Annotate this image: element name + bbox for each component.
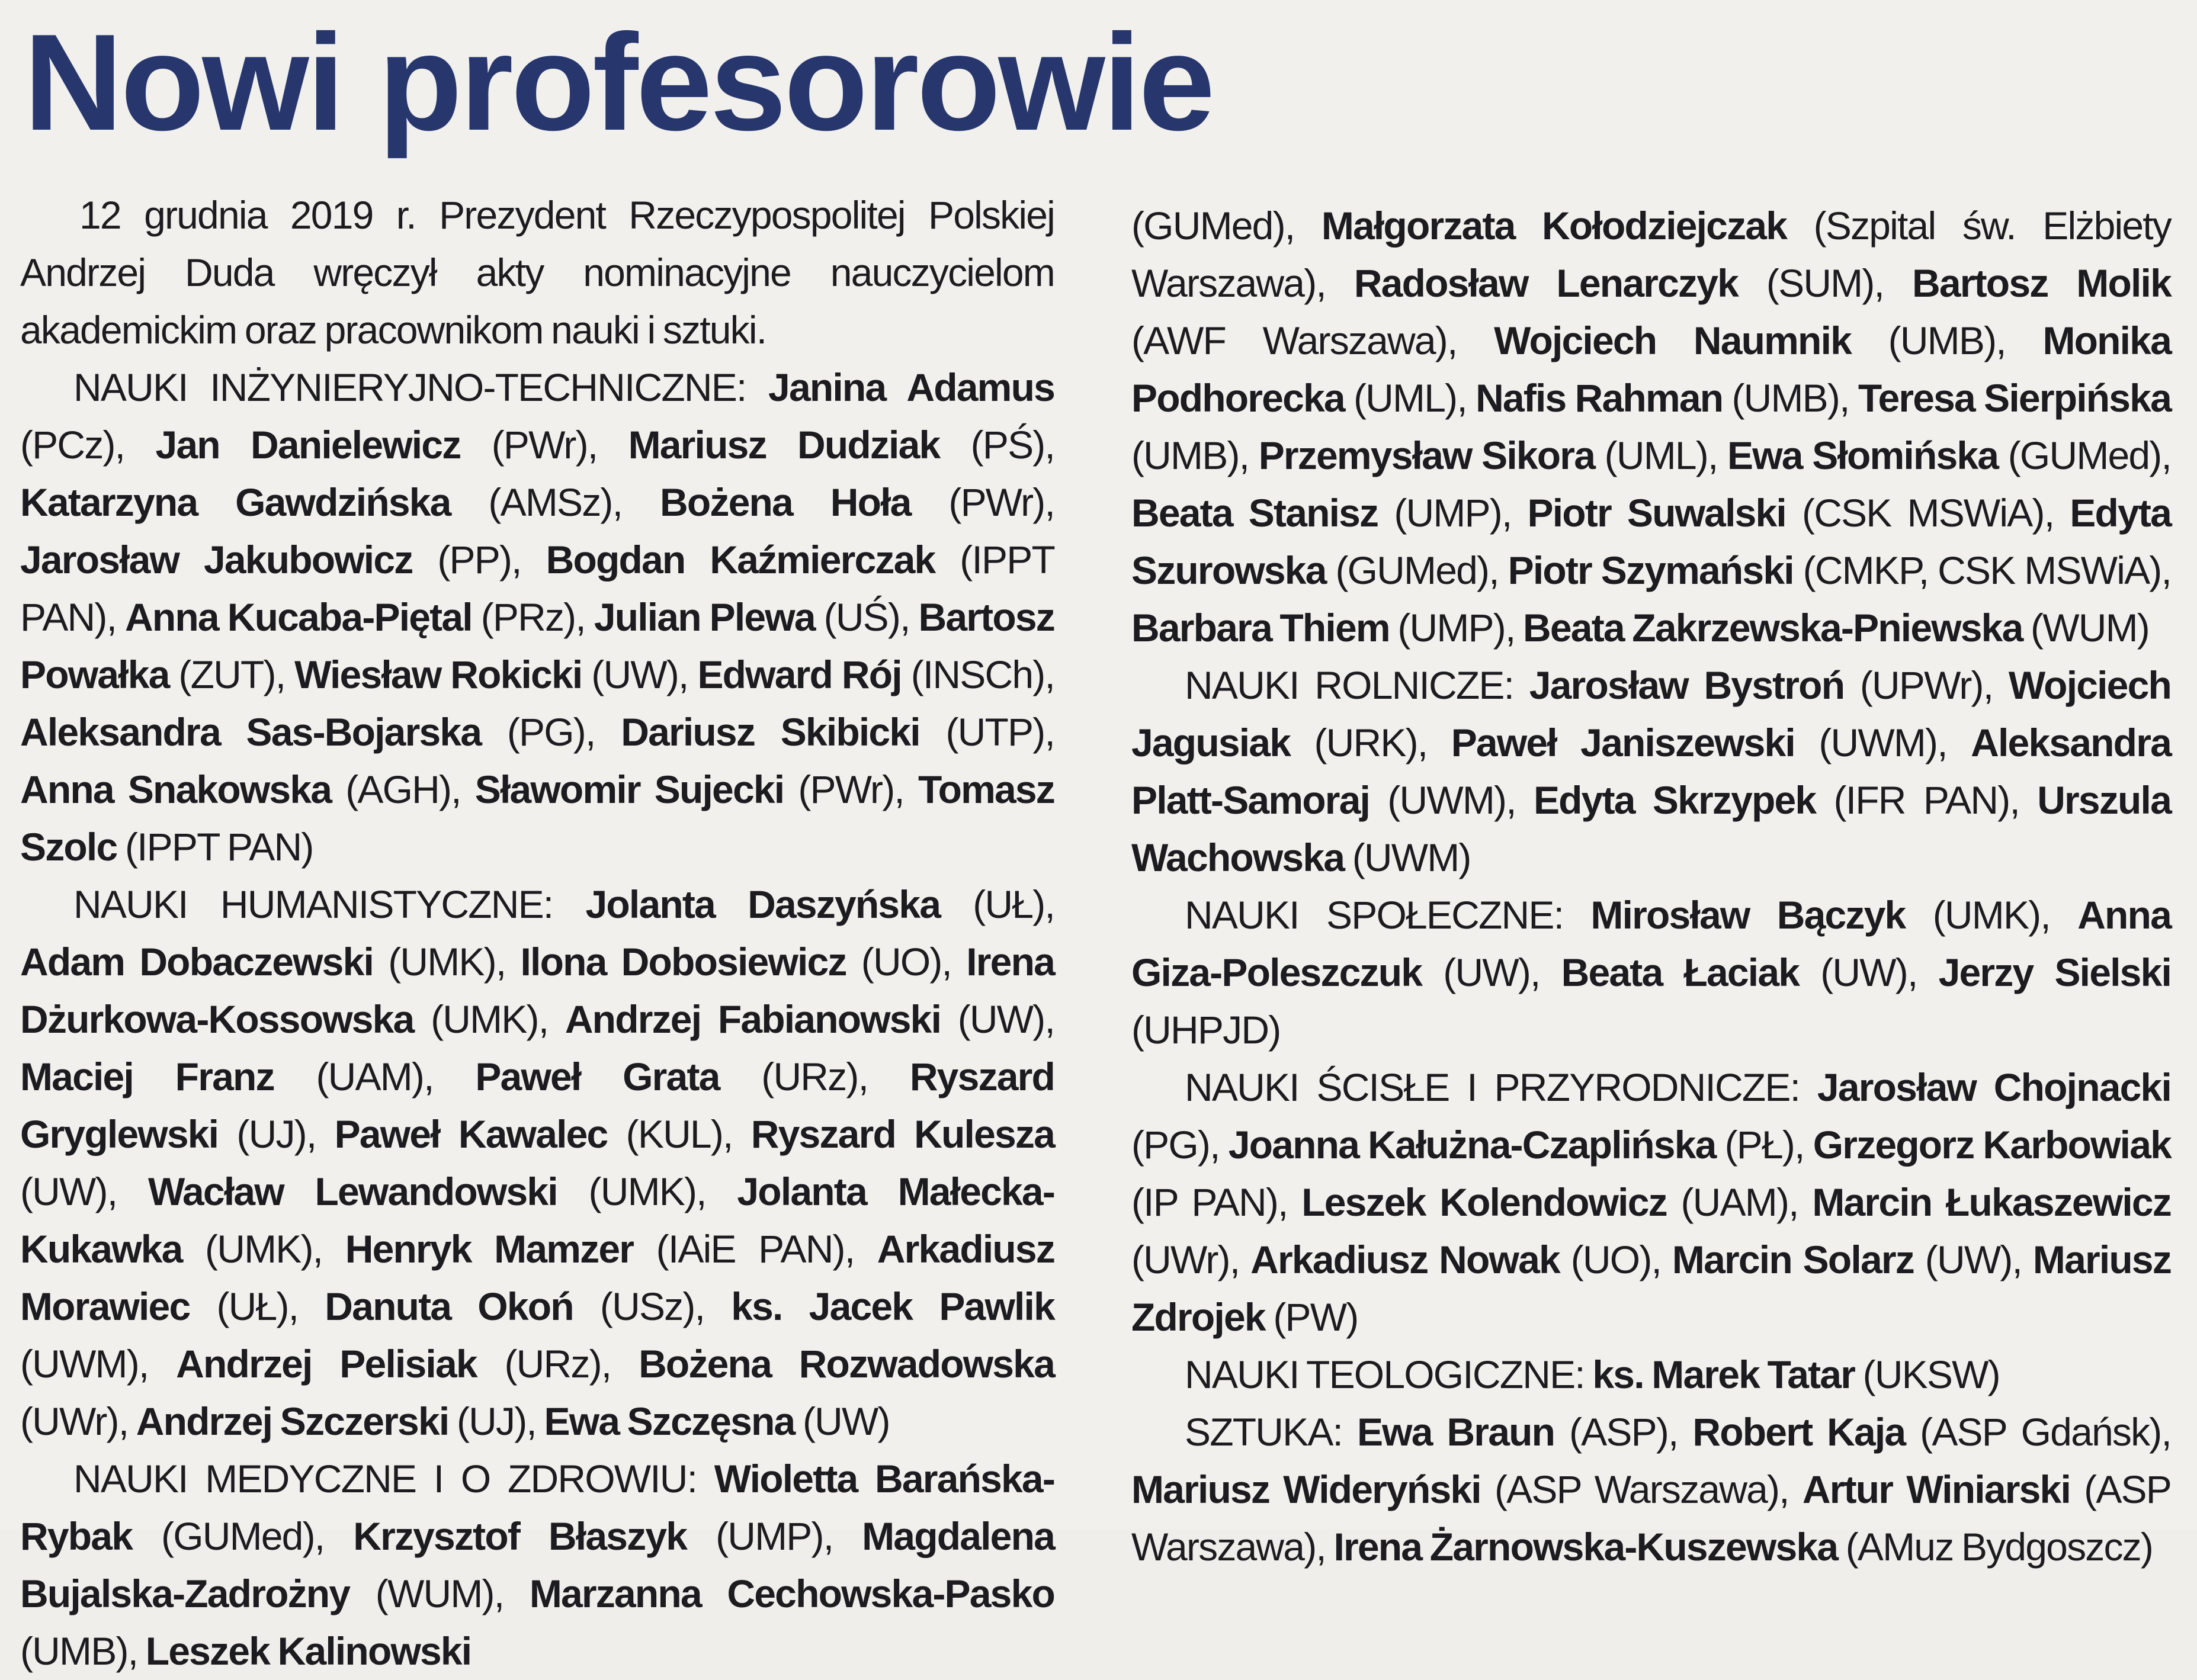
section-medical-continued: (GUMed), Małgorzata Kołodziejczak (Szpital św. Elżbiety Warszawa), Radosław Lenarczyk (SUM), Bartosz Molik (AWF Warszawa), Wojciech Naumnik (UMB), Monika Podhorecka (UML), Nafis Rahman (UMB), Teresa Sierpińska (UMB), Przemysław Sikora (UML), Ewa Słomińska (GUMed), Beata Stanisz (UMP), Piotr Suwalski (CSK MSWiA), Edyta Szurowska (GUMed), Piotr Szymański (CMKP, CSK MSWiA), Barbara Thiem (UMP), Beata Zakrzewska-Pniewska (WUM)	[1131, 204, 2172, 650]
person-institution: (UMK)	[1932, 893, 2041, 937]
person-name: Ewa Słomińska	[1727, 433, 1999, 477]
person-name: Bożena Rozwadowska	[639, 1342, 1054, 1386]
person-institution: (INSCh)	[910, 653, 1045, 696]
person-institution: (UWM)	[1352, 836, 1471, 879]
person-institution: (UWM)	[20, 1342, 139, 1386]
person-name: Ryszard Gryglewski	[20, 1055, 1054, 1156]
person-institution: (UŁ)	[973, 882, 1045, 926]
person-name: Paweł Grata	[475, 1055, 720, 1098]
person-name: Jarosław Bystroń	[1529, 663, 1845, 707]
person-institution: (UW)	[591, 653, 679, 696]
person-name: Irena Dżurkowa-Kossowska	[20, 940, 1054, 1041]
person-institution: (UJ)	[236, 1112, 306, 1156]
person-institution: (UO)	[1570, 1238, 1651, 1281]
person-name: Katarzyna Gawdzińska	[20, 480, 451, 524]
person-institution: (Szpital św. Elżbiety Warszawa)	[1131, 204, 2172, 305]
person-name: Aleksandra Sas-Bojarska	[20, 710, 482, 754]
person-institution: (GUMed)	[161, 1514, 315, 1558]
person-name: Nafis Rahman	[1476, 376, 1723, 420]
person-name: Wojciech Jagusiak	[1131, 663, 2171, 764]
person-name: Jarosław Jakubowicz	[20, 538, 413, 582]
person-name: Magdalena Bujalska-Zadrożny	[20, 1514, 1055, 1615]
person-name: Anna Kucaba-Piętal	[125, 595, 472, 639]
person-institution: (CMKP, CSK MSWiA)	[1802, 548, 2161, 592]
person-name: Wojciech Naumnik	[1494, 319, 1852, 362]
person-name: Piotr Suwalski	[1527, 491, 1786, 535]
person-name: Adam Dobaczewski	[20, 940, 374, 984]
person-institution: (PCz)	[20, 423, 115, 467]
person-institution: (UAM)	[1680, 1180, 1789, 1224]
person-institution: (UKSW)	[1862, 1353, 2000, 1396]
person-institution: (PWr)	[948, 480, 1045, 524]
person-name: Urszula Wachowska	[1131, 778, 2171, 879]
person-name: Andrzej Fabianowski	[565, 997, 941, 1041]
person-institution: (UML)	[1354, 376, 1457, 420]
person-name: Bartosz Powałka	[20, 595, 1054, 696]
person-name: Dariusz Skibicki	[621, 710, 920, 754]
person-name: Paweł Janiszewski	[1451, 721, 1795, 764]
person-name: Aleksandra Platt-Samoraj	[1131, 721, 2171, 822]
person-name: Marcin Solarz	[1672, 1238, 1914, 1281]
person-institution: (PRz)	[480, 595, 576, 639]
person-name: Leszek Kalinowski	[145, 1629, 472, 1673]
person-name: Julian Plewa	[594, 595, 815, 639]
person-institution: (PŁ)	[1724, 1123, 1795, 1167]
person-name: Henryk Mamzer	[345, 1227, 634, 1271]
person-name: Artur Winiarski	[1802, 1467, 2070, 1511]
person-name: Maciej Franz	[20, 1055, 274, 1098]
section-heading: NAUKI MEDYCZNE I O ZDROWIU:	[73, 1457, 697, 1501]
person-name: Mirosław Bączyk	[1590, 893, 1906, 937]
person-institution: (PW)	[1273, 1295, 1358, 1339]
person-name: Andrzej Szczerski	[136, 1399, 449, 1443]
person-name: Wacław Lewandowski	[147, 1170, 557, 1213]
person-institution: (SUM)	[1766, 261, 1874, 305]
person-institution: (UW)	[802, 1399, 890, 1443]
person-name: ks. Marek Tatar	[1592, 1353, 1855, 1396]
person-institution: (UW)	[1925, 1238, 2012, 1281]
person-institution: (ZUT)	[178, 653, 275, 696]
person-name: Arkadiusz Morawiec	[20, 1227, 1055, 1328]
person-institution: (CSK MSWiA)	[1802, 491, 2044, 535]
person-name: Tomasz Szolc	[20, 767, 1054, 869]
person-institution: (UWr)	[20, 1399, 118, 1443]
person-name: Barbara Thiem	[1131, 606, 1390, 650]
person-institution: (ASP Warszawa)	[1131, 1467, 2171, 1569]
section-heading: NAUKI SPOŁECZNE:	[1185, 893, 1564, 937]
person-name: Jerzy Sielski	[1938, 950, 2172, 994]
person-name: Wiesław Rokicki	[294, 653, 582, 696]
person-institution: (UW)	[20, 1170, 107, 1213]
section-engineering: NAUKI INŻYNIERYJNO-TECHNICZNE: Janina Adamus (PCz), Jan Danielewicz (PWr), Mariusz Dudziak (PŚ), Katarzyna Gawdzińska (AMSz), Bożena Hoła (PWr), Jarosław Jakubowicz (PP), Bogdan Kaźmierczak (IPPT PAN), Anna Kucaba-Piętal (PRz), Julian Plewa (UŚ), Bartosz Powałka (ZUT), Wiesław Rokicki (UW), Edward Rój (INSCh), Aleksandra Sas-Bojarska (PG), Dariusz Skibicki (UTP), Anna Snakowska (AGH), Sławomir Sujecki (PWr), Tomasz Szolc (IPPT PAN)	[20, 365, 1055, 869]
person-name: Andrzej Pelisiak	[176, 1342, 477, 1386]
person-institution: (AGH)	[345, 767, 451, 811]
person-institution: (UMK)	[588, 1170, 697, 1213]
person-name: Ewa Braun	[1356, 1410, 1555, 1454]
person-institution: (UMB)	[1888, 319, 1996, 362]
person-institution: (UMB)	[1731, 376, 1840, 420]
person-name: Bartosz Molik	[1911, 261, 2171, 305]
person-institution: (UMB)	[1131, 433, 1239, 477]
left-column	[20, 187, 1054, 1680]
person-name: Janina Adamus	[768, 365, 1054, 409]
person-institution: (IFR PAN)	[1833, 778, 2010, 822]
person-name: Jolanta Małecka-Kukawka	[20, 1170, 1055, 1271]
section-heading: NAUKI INŻYNIERYJNO-TECHNICZNE:	[73, 365, 746, 409]
person-institution: (IP PAN)	[1131, 1180, 1278, 1224]
person-name: Beata Stanisz	[1131, 491, 1378, 535]
person-name: Anna Snakowska	[20, 767, 332, 811]
person-institution: (UWM)	[1818, 721, 1938, 764]
person-institution: (UML)	[1604, 433, 1708, 477]
person-name: Bogdan Kaźmierczak	[546, 538, 935, 582]
person-institution: (UW)	[957, 997, 1045, 1041]
section-sciences: NAUKI ŚCISŁE I PRZYRODNICZE: Jarosław Chojnacki (PG), Joanna Kałużna-Czaplińska (PŁ), Grzegorz Karbowiak (IP PAN), Leszek Kolendowicz (UAM), Marcin Łukaszewicz (UWr), Arkadiusz Nowak (UO), Marcin Solarz (UW), Mariusz Zdrojek (PW)	[1131, 1065, 2172, 1339]
person-name: ks. Jacek Pawlik	[731, 1284, 1054, 1328]
person-name: Jan Danielewicz	[155, 423, 461, 467]
person-institution: (UMK)	[205, 1227, 313, 1271]
person-name: Beata Zakrzewska-Pniewska	[1523, 606, 2023, 650]
person-name: Grzegorz Karbowiak	[1813, 1123, 2172, 1167]
person-name: Edward Rój	[697, 653, 902, 696]
person-institution: (UO)	[861, 940, 942, 984]
article-title: Nowi profesorowie	[24, 6, 1213, 159]
person-institution: (ASP)	[1569, 1410, 1669, 1454]
person-institution: (PWr)	[798, 767, 894, 811]
person-name: Piotr Szymański	[1508, 548, 1794, 592]
article-intro: 12 grudnia 2019 r. Prezydent Rzeczypospolitej Polskiej Andrzej Duda wręczył akty nominacyjne nauczycielom akademickim oraz pracownikom nauki i sztuki.	[20, 193, 1054, 352]
person-institution: (UMK)	[388, 940, 496, 984]
person-institution: (AMSz)	[488, 480, 612, 524]
person-institution: (UWM)	[1387, 778, 1506, 822]
person-institution: (UW)	[1820, 950, 1907, 994]
person-name: Przemysław Sikora	[1258, 433, 1595, 477]
person-name: Paweł Kawalec	[334, 1112, 608, 1156]
person-institution: (WUM)	[2031, 606, 2149, 650]
person-institution: (UMK)	[431, 997, 538, 1041]
person-institution: (GUMed)	[1335, 548, 1489, 592]
person-institution: (UPWr)	[1859, 663, 1983, 707]
section-medical: NAUKI MEDYCZNE I O ZDROWIU: Wioletta Barańska-Rybak (GUMed), Krzysztof Błaszyk (UMP), Magdalena Bujalska-Zadrożny (WUM), Marzanna Cechowska-Pasko (UMB), Leszek Kalinowski	[20, 1457, 1055, 1673]
person-name: Joanna Kałużna-Czaplińska	[1228, 1123, 1716, 1167]
person-institution: (PWr)	[491, 423, 588, 467]
section-heading: NAUKI ROLNICZE:	[1185, 663, 1514, 707]
person-institution: (URz)	[761, 1055, 858, 1098]
person-institution: (PP)	[437, 538, 512, 582]
person-name: Krzysztof Błaszyk	[353, 1514, 687, 1558]
person-name: Mariusz Wideryński	[1131, 1467, 1481, 1511]
person-institution: (UW)	[1443, 950, 1530, 994]
person-name: Beata Łaciak	[1561, 950, 1800, 994]
person-institution: (IAiE PAN)	[656, 1227, 845, 1271]
person-name: Edyta Skrzypek	[1533, 778, 1816, 822]
section-art: SZTUKA: Ewa Braun (ASP), Robert Kaja (ASP Gdańsk), Mariusz Wideryński (ASP Warszawa), Artur Winiarski (ASP Warszawa), Irena Żarnowska-Kuszewska (AMuz Bydgoszcz)	[1131, 1410, 2172, 1569]
section-heading: NAUKI ŚCISŁE I PRZYRODNICZE:	[1185, 1065, 1800, 1109]
person-name: Irena Żarnowska-Kuszewska	[1333, 1525, 1838, 1569]
right-column	[1131, 197, 2171, 1576]
person-name: Anna Giza-Poleszczuk	[1131, 893, 2171, 994]
person-name: Radosław Lenarczyk	[1354, 261, 1739, 305]
section-heading: SZTUKA:	[1185, 1410, 1343, 1454]
person-name: Edyta Szurowska	[1131, 491, 2172, 592]
person-institution: (GUMed)	[2007, 433, 2161, 477]
person-institution: (KUL)	[626, 1112, 723, 1156]
person-name: Ewa Szczęsna	[544, 1399, 795, 1443]
person-institution: (UMP)	[1397, 606, 1505, 650]
person-name: Małgorzata Kołodziejczak	[1321, 204, 1787, 248]
person-institution: (ASP Warszawa)	[1494, 1467, 1779, 1511]
person-institution: (WUM)	[375, 1572, 494, 1615]
person-name: Jolanta Daszyńska	[585, 882, 941, 926]
person-name: Teresa Sierpińska	[1858, 376, 2171, 420]
person-name: Jarosław Chojnacki	[1817, 1065, 2171, 1109]
person-institution: (UAM)	[316, 1055, 424, 1098]
person-institution: (UJ)	[456, 1399, 527, 1443]
person-name: Danuta Okoń	[325, 1284, 573, 1328]
person-name: Mariusz Zdrojek	[1131, 1238, 2172, 1339]
person-name: Ilona Dobosiewicz	[520, 940, 846, 984]
person-name: Robert Kaja	[1692, 1410, 1906, 1454]
person-institution: (UMB)	[20, 1629, 128, 1673]
person-institution: (USz)	[599, 1284, 695, 1328]
person-institution: (UMP)	[1394, 491, 1502, 535]
person-institution: (PG)	[506, 710, 585, 754]
person-institution: (IPPT PAN)	[124, 825, 313, 869]
person-institution: (URK)	[1314, 721, 1417, 764]
section-heading: NAUKI HUMANISTYCZNE:	[73, 882, 553, 926]
person-name: Wioletta Barańska-Rybak	[20, 1457, 1054, 1558]
person-name: Sławomir Sujecki	[474, 767, 784, 811]
person-institution: (PŚ)	[970, 423, 1045, 467]
person-name: Ryszard Kulesza	[750, 1112, 1054, 1156]
section-humanities: NAUKI HUMANISTYCZNE: Jolanta Daszyńska (UŁ), Adam Dobaczewski (UMK), Ilona Dobosiewicz (UO), Irena Dżurkowa-Kossowska (UMK), Andrzej Fabianowski (UW), Maciej Franz (UAM), Paweł Grata (URz), Ryszard Gryglewski (UJ), Paweł Kawalec (KUL), Ryszard Kulesza (UW), Wacław Lewandowski (UMK), Jolanta Małecka-Kukawka (UMK), Henryk Mamzer (IAiE PAN), Arkadiusz Morawiec (UŁ), Danuta Okoń (USz), ks. Jacek Pawlik (UWM), Andrzej Pelisiak (URz), Bożena Rozwadowska (UWr), Andrzej Szczerski (UJ), Ewa Szczęsna (UW)	[20, 882, 1055, 1443]
person-institution: (UŁ)	[216, 1284, 288, 1328]
section-theology	[1131, 1346, 2171, 1403]
person-institution: (AMuz Bydgoszcz)	[1845, 1525, 2153, 1569]
person-institution: (GUMed)	[1131, 204, 1285, 248]
person-institution: (IPPT PAN)	[20, 538, 1054, 639]
section-heading: NAUKI TEOLOGICZNE:	[1185, 1353, 1585, 1396]
person-name: Leszek Kolendowicz	[1301, 1180, 1667, 1224]
person-name: Arkadiusz Nowak	[1250, 1238, 1560, 1281]
person-name: Marcin Łukaszewicz	[1812, 1180, 2171, 1224]
section-social: NAUKI SPOŁECZNE: Mirosław Bączyk (UMK), Anna Giza-Poleszczuk (UW), Beata Łaciak (UW), Jerzy Sielski (UHPJD)	[1131, 893, 2172, 1052]
person-institution: (PG)	[1131, 1123, 1210, 1167]
person-institution: (UŚ)	[823, 595, 900, 639]
person-institution: (AWF Warszawa)	[1131, 319, 1447, 362]
person-name: Monika Podhorecka	[1131, 319, 2171, 420]
person-institution: (ASP Gdańsk)	[1920, 1410, 2161, 1454]
person-name: Bożena Hoła	[659, 480, 911, 524]
person-institution: (UMP)	[716, 1514, 823, 1558]
person-name: Marzanna Cechowska-Pasko	[529, 1572, 1054, 1615]
person-name: Mariusz Dudziak	[628, 423, 940, 467]
person-institution: (UTP)	[945, 710, 1045, 754]
person-institution: (UWr)	[1131, 1238, 1230, 1281]
person-institution: (URz)	[504, 1342, 601, 1386]
section-agricultural: NAUKI ROLNICZE: Jarosław Bystroń (UPWr), Wojciech Jagusiak (URK), Paweł Janiszewski (UWM), Aleksandra Platt-Samoraj (UWM), Edyta Skrzypek (IFR PAN), Urszula Wachowska (UWM)	[1131, 663, 2171, 879]
person-institution: (UHPJD)	[1131, 1008, 1281, 1052]
